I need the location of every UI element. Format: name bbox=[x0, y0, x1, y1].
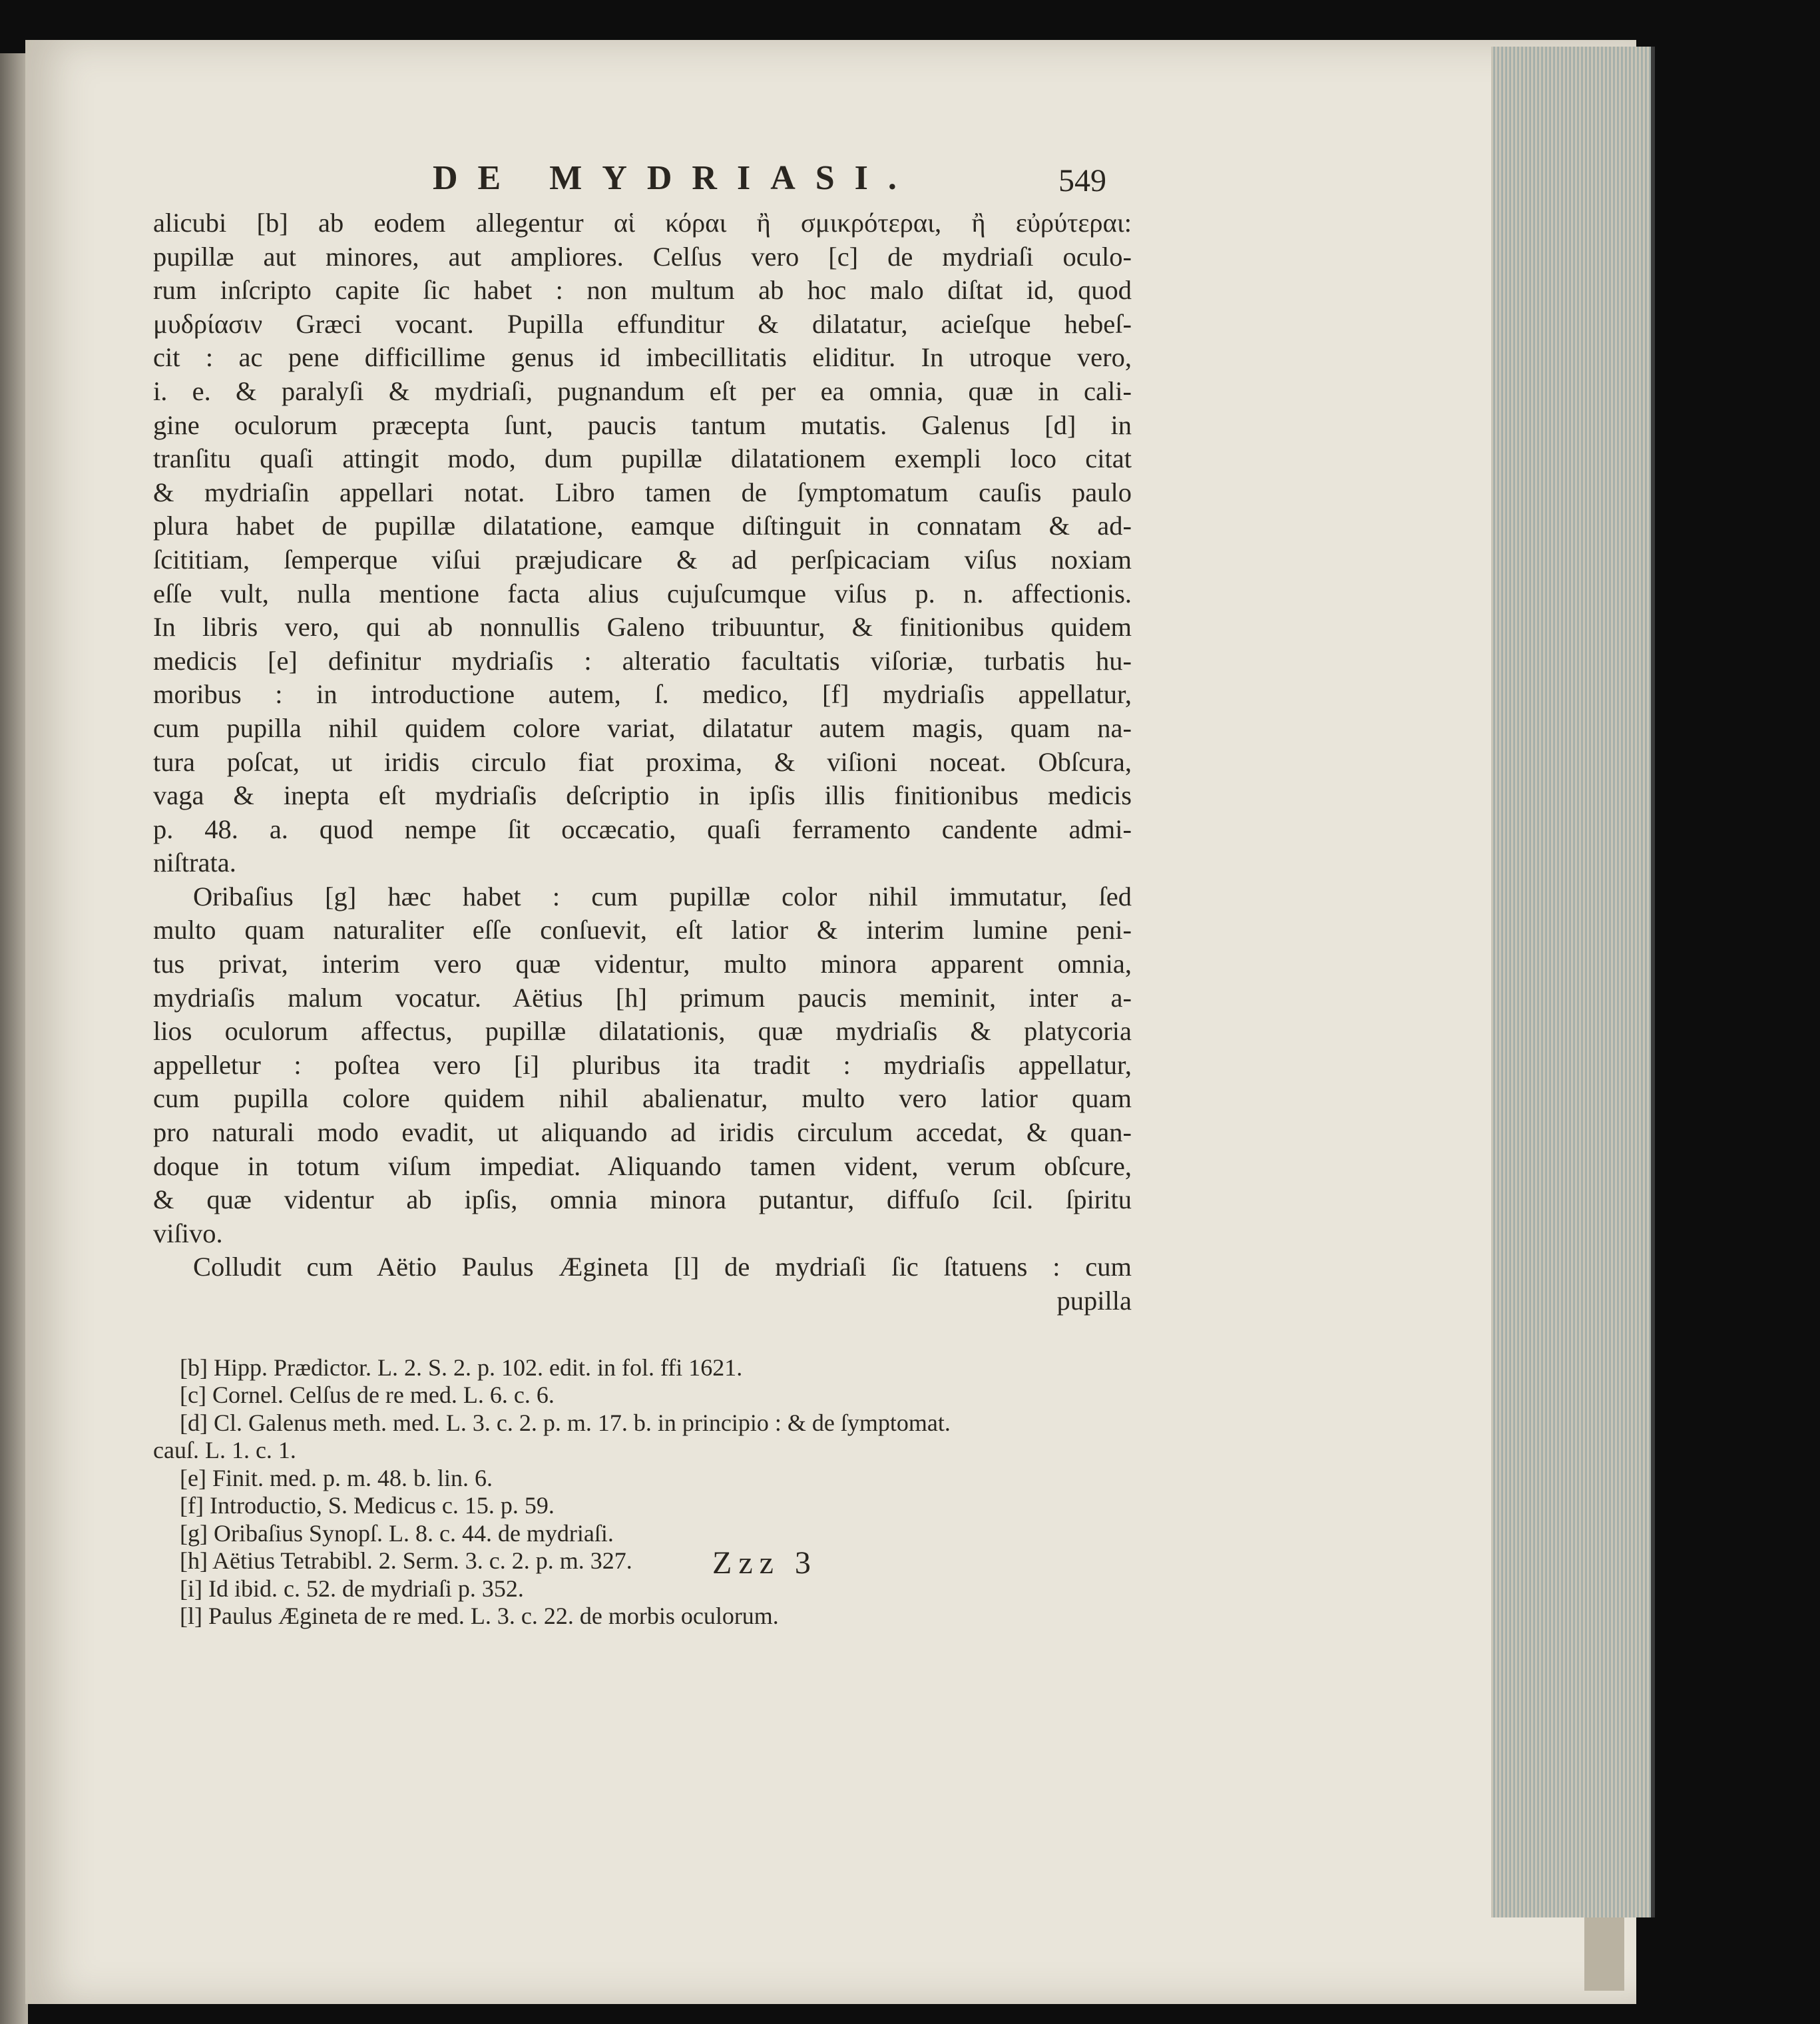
page-block-edges bbox=[1491, 47, 1655, 1917]
text-line: mydriaſis malum vocatur. Aëtius [h] primum paucis meminit, inter a- bbox=[153, 982, 1132, 1013]
page-content bbox=[153, 146, 1132, 1631]
text-line: viſivo. bbox=[153, 1218, 223, 1248]
page-header bbox=[153, 146, 1132, 206]
footnote: [d] Cl. Galenus meth. med. L. 3. c. 2. p. m. 17. b. in principio : & de ſymptomat. bbox=[180, 1409, 951, 1436]
footnote: [g] Oribaſius Synopſ. L. 8. c. 44. de mydriaſi. bbox=[180, 1519, 614, 1547]
text-line: alicubi [b] ab eodem allegentur αἱ κόραι ἢ σμικρότεραι, ἢ εὐρύτεραι: bbox=[153, 208, 1132, 238]
text-line: tura poſcat, ut iridis circulo fiat proxima, & viſioni noceat. Obſcura, bbox=[153, 746, 1132, 777]
text-line: niſtrata. bbox=[153, 848, 236, 878]
text-line: p. 48. a. quod nempe ſit occæcatio, quaſi ferramento candente admi- bbox=[153, 814, 1132, 844]
text-line: cit : ac pene difficillime genus id imbecillitatis eliditur. In utroque vero, bbox=[153, 342, 1132, 373]
text-line: tranſitu quaſi attingit modo, dum pupillæ dilatationem exempli loco citat bbox=[153, 443, 1132, 474]
text-line: eſſe vult, nulla mentione facta alius cujuſcumque viſus p. n. affectionis. bbox=[153, 578, 1132, 609]
footnote: [l] Paulus Ægineta de re med. L. 3. c. 22. de morbis oculorum. bbox=[180, 1603, 779, 1630]
text-line: medicis [e] definitur mydriaſis : alteratio facultatis viſoriæ, turbatis hu- bbox=[153, 645, 1132, 676]
text-line: cum pupilla colore quidem nihil abalienatur, multo vero latior quam bbox=[153, 1083, 1132, 1114]
text-line: & quæ videntur ab ipſis, omnia minora putantur, diffuſo ſcil. ſpiritu bbox=[153, 1184, 1132, 1215]
text-line: appelletur : poſtea vero [i] pluribus ita tradit : mydriaſis appellatur, bbox=[153, 1049, 1132, 1080]
signature-mark: Zzz 3 bbox=[712, 1545, 817, 1581]
text-line: Colludit cum Aëtio Paulus Ægineta [l] de mydriaſi ſic ſtatuens : cum bbox=[193, 1252, 1132, 1282]
page-number: 549 bbox=[1058, 163, 1106, 198]
text-line: moribus : in introductione autem, ſ. medico, [f] mydriaſis appellatur, bbox=[153, 679, 1132, 710]
text-line: i. e. & paralyſi & mydriaſi, pugnandum eſt per ea omnia, quæ in cali- bbox=[153, 376, 1132, 406]
text-line: rum inſcripto capite ſic habet : non multum ab hoc malo diſtat id, quod bbox=[153, 275, 1132, 306]
text-line: In libris vero, qui ab nonnullis Galeno tribuuntur, & finitionibus quidem bbox=[153, 612, 1132, 642]
text-line: plura habet de pupillæ dilatatione, eamque diſtinguit in connatam & ad- bbox=[153, 511, 1132, 541]
text-line: doque in totum viſum impediat. Aliquando tamen vident, verum obſcure, bbox=[153, 1150, 1132, 1181]
text-line: cum pupilla nihil quidem colore variat, dilatatur autem magis, quam na- bbox=[153, 712, 1132, 743]
footnote: [c] Cornel. Celſus de re med. L. 6. c. 6. bbox=[180, 1382, 555, 1409]
text-line: pupillæ aut minores, aut ampliores. Celſus vero [c] de mydriaſi oculo- bbox=[153, 241, 1132, 272]
footnote: [e] Finit. med. p. m. 48. b. lin. 6. bbox=[180, 1464, 493, 1491]
main-text bbox=[153, 206, 1132, 1318]
text-line: vaga & inepta eſt mydriaſis deſcriptio in ipſis illis finitionibus medicis bbox=[153, 780, 1132, 811]
text-line: pro naturali modo evadit, ut aliquando ad iridis circulum accedat, & quan- bbox=[153, 1117, 1132, 1148]
text-line: lios oculorum affectus, pupillæ dilatationis, quæ mydriaſis & platycoria bbox=[153, 1016, 1132, 1047]
text-line: Oribaſius [g] hæc habet : cum pupillæ color nihil immutatur, ſed bbox=[193, 881, 1132, 911]
text-line: multo quam naturaliter eſſe conſuevit, eſt latior & interim lumine peni- bbox=[153, 915, 1132, 945]
footnotes bbox=[153, 1354, 1132, 1631]
text-line: gine oculorum præcepta ſunt, paucis tantum mutatis. Galenus [d] in bbox=[153, 409, 1132, 440]
footnote: [i] Id ibid. c. 52. de mydriaſi p. 352. bbox=[180, 1575, 524, 1602]
text-line: μυδρίασιν Græci vocant. Pupilla effunditur & dilatatur, acieſque hebeſ- bbox=[153, 308, 1132, 339]
text-line: tus privat, interim vero quæ videntur, multo minora apparent omnia, bbox=[153, 949, 1132, 979]
footnote: [b] Hipp. Prædictor. L. 2. S. 2. p. 102. edit. in fol. ffi 1621. bbox=[180, 1354, 743, 1381]
facing-page-edge bbox=[0, 53, 28, 2024]
catchword: pupilla bbox=[1056, 1286, 1132, 1316]
text-line: & mydriaſin appellari notat. Libro tamen de ſymptomatum cauſis paulo bbox=[153, 477, 1132, 507]
footnote: [h] Aëtius Tetrabibl. 2. Serm. 3. c. 2. p. m. 327. bbox=[180, 1547, 632, 1575]
page-corner bbox=[1584, 1917, 1624, 1991]
footnote: [f] Introductio, S. Medicus c. 15. p. 59. bbox=[180, 1492, 555, 1519]
footnote-continuation: cauſ. L. 1. c. 1. bbox=[153, 1437, 296, 1464]
running-title: DE MYDRIASI. bbox=[433, 159, 917, 197]
text-line: ſcititiam, ſemperque viſui præjudicare & ad perſpicaciam viſus noxiam bbox=[153, 544, 1132, 575]
